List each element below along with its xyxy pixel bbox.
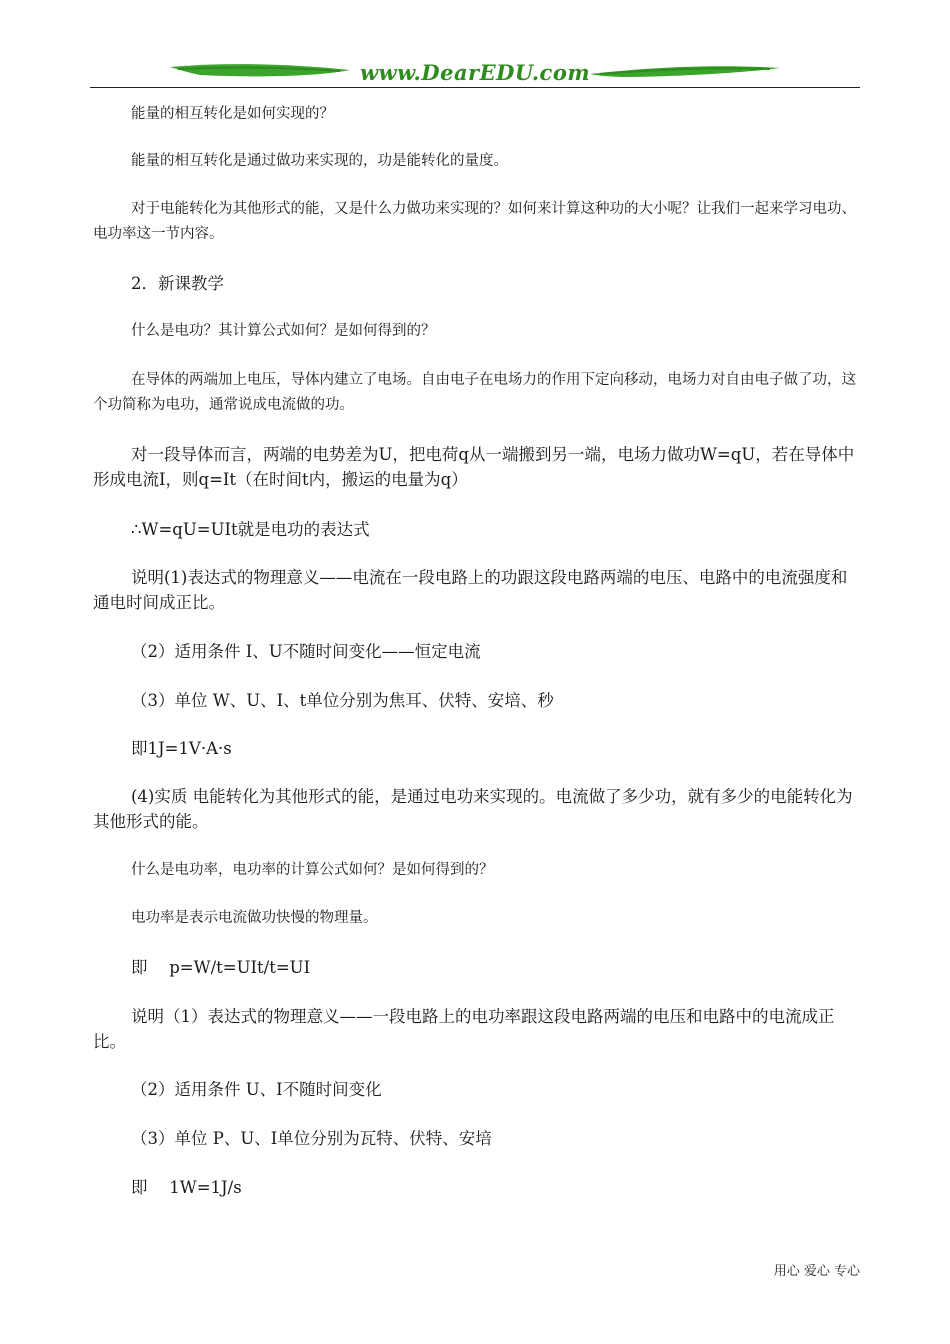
formula-line: ∴W=qU=UIt就是电功的表达式 bbox=[131, 520, 370, 539]
page-header bbox=[90, 58, 860, 90]
paragraph: 说明（1）表达式的物理意义——一段电路上的电功率跟这段电路两端的电压和电路中的电流成正比。 bbox=[93, 1007, 835, 1051]
formula-line: 即 1W=1J/s bbox=[131, 1178, 242, 1197]
paragraph: 对一段导体而言，两端的电势差为U，把电荷q从一端搬到另一端，电场力做功W=qU，若在导体中形成电流I，则q=It（在时间t内，搬运的电量为q） bbox=[93, 445, 855, 489]
header-rule bbox=[90, 87, 860, 88]
paragraph: 说明(1)表达式的物理意义——电流在一段电路上的功跟这段电路两端的电压、电路中的电流强度和通电时间成正比。 bbox=[93, 568, 848, 612]
paragraph: 在导体的两端加上电压，导体内建立了电场。自由电子在电场力的作用下定向移动，电场力对自由电子做了功，这个功简称为电功，通常说成电流做的功。 bbox=[93, 372, 856, 413]
formula-line: 即1J=1V·A·s bbox=[131, 739, 232, 758]
paragraph: （2）适用条件 I、U不随时间变化——恒定电流 bbox=[131, 642, 481, 661]
site-logo[interactable]: www.DearEDU.com bbox=[359, 60, 591, 85]
paragraph: 能量的相互转化是通过做功来实现的，功是能转化的量度。 bbox=[131, 153, 508, 169]
formula-line: 即 p=W/t=UIt/t=UI bbox=[131, 958, 311, 977]
paragraph: 能量的相互转化是如何实现的？ bbox=[131, 106, 334, 122]
paragraph: 对于电能转化为其他形式的能，又是什么力做功来实现的？如何来计算这种功的大小呢？让我们一起来学习电功、电功率这一节内容。 bbox=[93, 201, 856, 242]
paragraph: 电功率是表示电流做功快慢的物理量。 bbox=[131, 910, 378, 926]
paragraph: （3）单位 P、U、I单位分别为瓦特、伏特、安培 bbox=[131, 1129, 492, 1148]
section-heading: 2．新课教学 bbox=[131, 274, 224, 293]
paragraph: (4)实质 电能转化为其他形式的能，是通过电功来实现的。电流做了多少功，就有多少的电能转化为其他形式的能。 bbox=[93, 787, 853, 831]
paragraph: （2）适用条件 U、I不随时间变化 bbox=[131, 1080, 382, 1099]
paragraph: 什么是电功率，电功率的计算公式如何？是如何得到的？ bbox=[131, 862, 494, 878]
paragraph: （3）单位 W、U、I、t单位分别为焦耳、伏特、安培、秒 bbox=[131, 691, 554, 710]
paragraph: 什么是电功？其计算公式如何？是如何得到的？ bbox=[131, 323, 436, 339]
footer-motto: 用心 爱心 专心 bbox=[773, 1264, 860, 1279]
